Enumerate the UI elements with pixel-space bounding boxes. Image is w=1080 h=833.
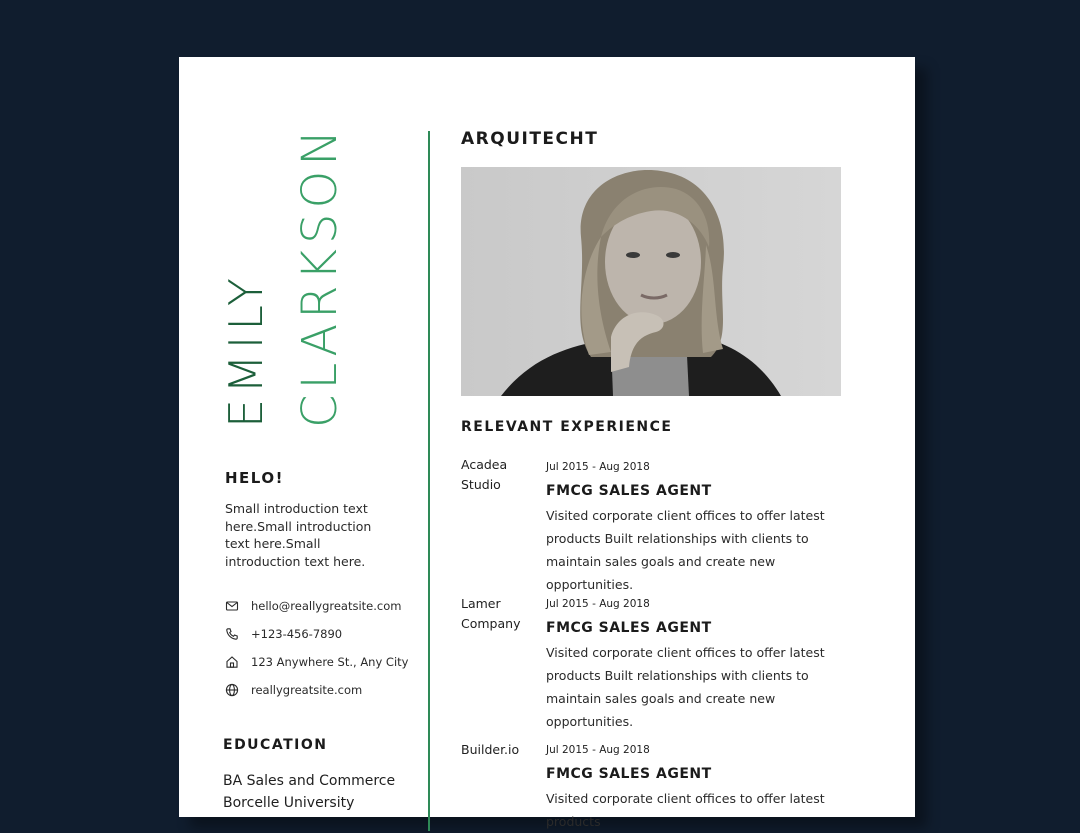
experience-description: Visited corporate client offices to offer latest products Built relationships with clients to maintain sales goals and create new opportunities. [546,645,825,729]
experience-company: Builder.io [461,742,520,757]
experience-heading: RELEVANT EXPERIENCE [461,419,673,435]
email-text: hello@reallygreatsite.com [251,599,402,613]
mail-icon [225,599,239,613]
phone-text: +123-456-7890 [251,627,343,641]
website-text: reallygreatsite.com [251,683,363,697]
experience-company: Acadea Studio [461,457,508,492]
about-heading: HELO! [225,469,284,487]
contact-website [225,681,362,699]
experience-dates: Jul 2015 - Aug 2018 [546,598,650,610]
column-divider [428,131,430,831]
experience-role: FMCG SALES AGENT [546,620,712,636]
profile-photo [461,167,841,396]
last-name: CLARKSON [292,124,348,428]
education-heading: EDUCATION [223,737,328,753]
experience-dates: Jul 2015 - Aug 2018 [546,461,650,473]
phone-icon [225,627,239,641]
education-school: Borcelle University [223,795,355,811]
portrait-illustration [461,167,841,396]
address-text: 123 Anywhere St., Any City [251,655,409,669]
education-degree: BA Sales and Commerce [223,773,396,789]
experience-role: FMCG SALES AGENT [546,766,712,782]
contact-email [225,597,401,615]
first-name: EMILY [219,273,273,428]
contact-address [225,653,408,671]
experience-role: FMCG SALES AGENT [546,483,712,499]
contact-phone [225,625,342,643]
job-title: ARQUITECHT [461,129,599,149]
about-text: Small introduction text here.Small introduction text here.Small introduction text here. [225,501,372,569]
experience-description: Visited corporate client offices to offer latest products Built relationships with clients to maintain sales goals and create new opportunities. [546,508,825,592]
resume-page [179,57,915,829]
home-icon [225,655,239,669]
globe-icon [225,683,239,697]
experience-company: Lamer Company [461,596,521,631]
experience-dates: Jul 2015 - Aug 2018 [546,744,650,756]
experience-description: Visited corporate client offices to offer latest products [546,791,825,829]
